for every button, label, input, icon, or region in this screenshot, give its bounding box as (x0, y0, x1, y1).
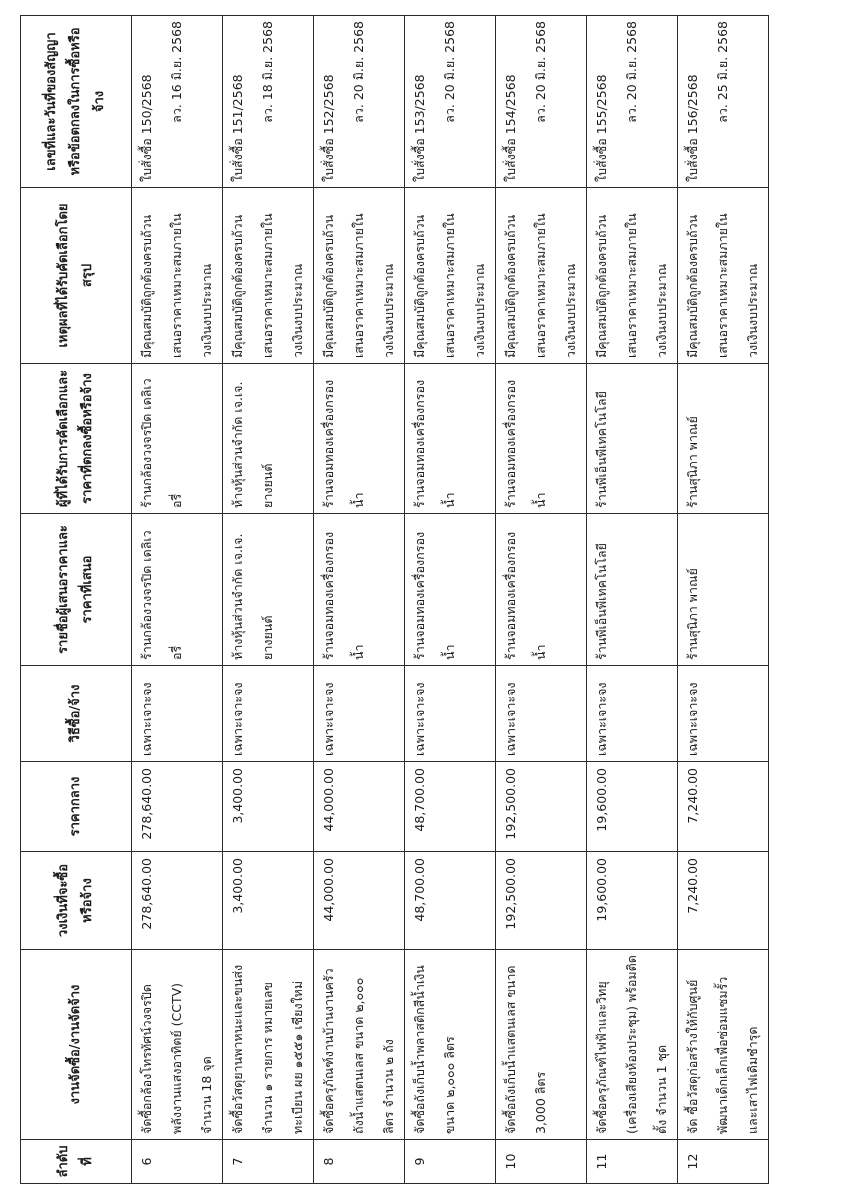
selected-vendor: ร้านพีเอ็นพีเทคโนโลยี (587, 364, 678, 514)
budget-amount: 48,700.00 (405, 852, 496, 950)
contract-cell (587, 16, 678, 188)
row-number: 9 (405, 1140, 496, 1184)
budget-amount: 3,400.00 (223, 852, 314, 950)
header-no: ลำดับที่ (21, 1140, 132, 1184)
purchase-order-date: ลว. 16 มิ.ย. 2568 (169, 21, 184, 123)
purchase-order-number: ใบสั่งซื้อ 154/2568 (503, 74, 518, 182)
purchase-order-number: ใบสั่งซื้อ 155/2568 (594, 74, 609, 182)
median-price: 44,000.00 (314, 762, 405, 852)
selection-reason: มีคุณสมบัติถูกต้องครบถ้วน เสนอราคาเหมาะสมภายในวงเงินงบประมาณ (223, 188, 314, 364)
purchase-order-date: ลว. 20 มิ.ย. 2568 (351, 21, 366, 123)
purchase-order-date: ลว. 20 มิ.ย. 2568 (533, 21, 548, 123)
item-description: จัดซื้อถังเก็บน้ำแสตนเลส ขนาด 3,000 ลิตร (496, 950, 587, 1140)
table-row (587, 16, 678, 1184)
row-number: 8 (314, 1140, 405, 1184)
purchase-order-number: ใบสั่งซื้อ 150/2568 (139, 74, 154, 182)
row-number: 10 (496, 1140, 587, 1184)
procurement-method: เฉพาะเจาะจง (132, 666, 223, 762)
row-number: 11 (587, 1140, 678, 1184)
table-row (496, 16, 587, 1184)
procurement-method: เฉพาะเจาะจง (314, 666, 405, 762)
bidder-name: ร้านกล้องวงจรปิด เดลิเวอรี่ (132, 514, 223, 666)
median-price: 3,400.00 (223, 762, 314, 852)
median-price: 7,240.00 (678, 762, 769, 852)
purchase-order-date: ลว. 20 มิ.ย. 2568 (624, 21, 639, 123)
selection-reason: มีคุณสมบัติถูกต้องครบถ้วน เสนอราคาเหมาะสมภายในวงเงินงบประมาณ (405, 188, 496, 364)
procurement-method: เฉพาะเจาะจง (496, 666, 587, 762)
table-row (314, 16, 405, 1184)
contract-cell (223, 16, 314, 188)
selected-vendor: ร้านจอมทองเครื่องกรองน้ำ (405, 364, 496, 514)
header-row (21, 16, 132, 1184)
table-row (678, 16, 769, 1184)
bidder-name: ห้างหุ้นส่วนจำกัด เจ.เจ. ยางยนต์ (223, 514, 314, 666)
median-price: 48,700.00 (405, 762, 496, 852)
purchase-order-number: ใบสั่งซื้อ 152/2568 (321, 74, 336, 182)
purchase-order-date: ลว. 20 มิ.ย. 2568 (442, 21, 457, 123)
bidder-name: ร้านจอมทองเครื่องกรองน้ำ (496, 514, 587, 666)
item-description: จัดซื้อวัสดุยานพาหนะและขนส่ง จำนวน ๑ รายการ หมายเลขทะเบียน ผย ๑๕๕๑ เชียงใหม่ (223, 950, 314, 1140)
procurement-method: เฉพาะเจาะจง (587, 666, 678, 762)
row-number: 6 (132, 1140, 223, 1184)
selected-vendor: ร้านจอมทองเครื่องกรองน้ำ (314, 364, 405, 514)
selected-vendor: ห้างหุ้นส่วนจำกัด เจ.เจ. ยางยนต์ (223, 364, 314, 514)
row-number: 12 (678, 1140, 769, 1184)
median-price: 192,500.00 (496, 762, 587, 852)
selection-reason: มีคุณสมบัติถูกต้องครบถ้วน เสนอราคาเหมาะสมภายในวงเงินงบประมาณ (496, 188, 587, 364)
procurement-method: เฉพาะเจาะจง (405, 666, 496, 762)
contract-cell (132, 16, 223, 188)
item-description: จัด ซื้อวัสดุก่อสร้างให้กับศูนย์พัฒนาเด็กเล็กเพื่อซ่อมแซมรั้วและเสาไฟเดิมชำรุด (678, 950, 769, 1140)
purchase-order-number: ใบสั่งซื้อ 151/2568 (230, 74, 245, 182)
procurement-method: เฉพาะเจาะจง (678, 666, 769, 762)
budget-amount: 7,240.00 (678, 852, 769, 950)
purchase-order-date: ลว. 18 มิ.ย. 2568 (260, 21, 275, 123)
budget-amount: 192,500.00 (496, 852, 587, 950)
procurement-method: เฉพาะเจาะจง (223, 666, 314, 762)
table-row (132, 16, 223, 1184)
item-description: จัดซื้อถังเก็บน้ำพลาสติกสีน้ำเงิน ขนาด ๒,๐๐๐ ลิตร (405, 950, 496, 1140)
procurement-table (20, 15, 769, 1184)
row-number: 7 (223, 1140, 314, 1184)
selection-reason: มีคุณสมบัติถูกต้องครบถ้วน เสนอราคาเหมาะสมภายในวงเงินงบประมาณ (678, 188, 769, 364)
bidder-name: ร้านพีเอ็นพีเทคโนโลยี (587, 514, 678, 666)
item-description: จัดซื้อกล้องโทรทัศน์วงจรปิด พลังงานแสงอาทิตย์ (CCTV) จำนวน 18 จุด (132, 950, 223, 1140)
bidder-name: ร้านสุนิภา พาณย์ (678, 514, 769, 666)
selection-reason: มีคุณสมบัติถูกต้องครบถ้วน เสนอราคาเหมาะสมภายในวงเงินงบประมาณ (587, 188, 678, 364)
header-item: งานจัดซื้อ/งานจัดจ้าง (21, 950, 132, 1140)
table-row (223, 16, 314, 1184)
selected-vendor: ร้านสุนิภา พาณย์ (678, 364, 769, 514)
selection-reason: มีคุณสมบัติถูกต้องครบถ้วน เสนอราคาเหมาะสมภายในวงเงินงบประมาณ (314, 188, 405, 364)
header-contract: เลขที่และวันที่ของสัญญาหรือข้อตกลงในการซื้อหรือจ้าง (21, 16, 132, 188)
header-reason: เหตุผลที่ได้รับคัดเลือกโดยสรุป (21, 188, 132, 364)
table-row (405, 16, 496, 1184)
contract-cell (678, 16, 769, 188)
header-budget: วงเงินที่จะซื้อหรือจ้าง (21, 852, 132, 950)
selected-vendor: ร้านกล้องวงจรปิด เดลิเวอรี่ (132, 364, 223, 514)
contract-cell (496, 16, 587, 188)
header-bidders: รายชื่อผู้เสนอราคาและราคาที่เสนอ (21, 514, 132, 666)
budget-amount: 278,640.00 (132, 852, 223, 950)
median-price: 19,600.00 (587, 762, 678, 852)
bidder-name: ร้านจอมทองเครื่องกรองน้ำ (314, 514, 405, 666)
header-method: วิธีซื้อ/จ้าง (21, 666, 132, 762)
selected-vendor: ร้านจอมทองเครื่องกรองน้ำ (496, 364, 587, 514)
purchase-order-number: ใบสั่งซื้อ 153/2568 (412, 74, 427, 182)
budget-amount: 19,600.00 (587, 852, 678, 950)
item-description: จัดซื้อครุภัณฑ์งานบ้านงานครัว ถังน้ำแสตนเลส ขนาด ๒,๐๐๐ ลิตร จำนวน ๒ ถัง (314, 950, 405, 1140)
selection-reason: มีคุณสมบัติถูกต้องครบถ้วน เสนอราคาเหมาะสมภายในวงเงินงบประมาณ (132, 188, 223, 364)
contract-cell (314, 16, 405, 188)
median-price: 278,640.00 (132, 762, 223, 852)
header-median-price: ราคากลาง (21, 762, 132, 852)
purchase-order-date: ลว. 25 มิ.ย. 2568 (715, 21, 730, 123)
contract-cell (405, 16, 496, 188)
budget-amount: 44,000.00 (314, 852, 405, 950)
item-description: จัดซื้อครุภัณฑ์ไฟฟ้าและวิทยุ (เครื่องเสียงห้องประชุม) พร้อมติดตั้ง จำนวน 1 ชุด (587, 950, 678, 1140)
bidder-name: ร้านจอมทองเครื่องกรองน้ำ (405, 514, 496, 666)
purchase-order-number: ใบสั่งซื้อ 156/2568 (685, 74, 700, 182)
header-winner: ผู้ที่ได้รับการคัดเลือกและราคาที่ตกลงซื้อหรือจ้าง (21, 364, 132, 514)
